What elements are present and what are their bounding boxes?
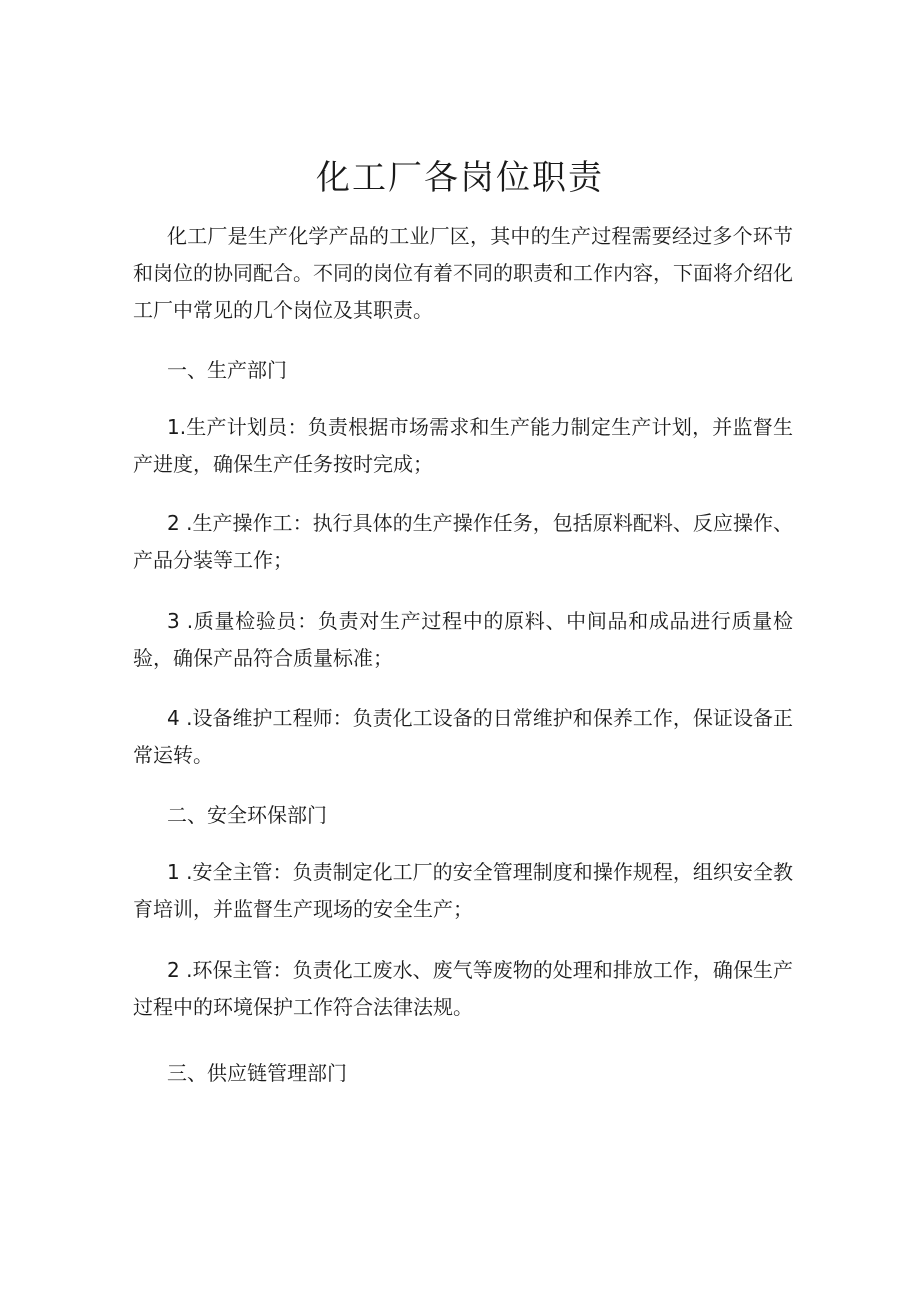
production-item-4: 4 .设备维护工程师：负责化工设备的日常维护和保养工作，保证设备正常运转。	[133, 706, 793, 767]
document-title: 化工厂各岗位职责	[316, 158, 604, 198]
section-heading-safety: 二、安全环保部门	[167, 803, 327, 827]
intro-paragraph: 化工厂是生产化学产品的工业厂区，其中的生产过程需要经过多个环节和岗位的协同配合。不同的岗位有着不同的职责和工作内容，下面将介绍化工厂中常见的几个岗位及其职责。	[133, 224, 793, 322]
production-item-2: 2 .生产操作工：执行具体的生产操作任务，包括原料配料、反应操作、产品分装等工作；	[133, 511, 793, 572]
production-item-3: 3 .质量检验员：负责对生产过程中的原料、中间品和成品进行质量检验，确保产品符合质量标准；	[133, 609, 793, 670]
safety-item-2: 2 .环保主管：负责化工废水、废气等废物的处理和排放工作，确保生产过程中的环境保护工作符合法律法规。	[133, 958, 793, 1019]
safety-item-1: 1 .安全主管：负责制定化工厂的安全管理制度和操作规程，组织安全教育培训，并监督生产现场的安全生产；	[133, 860, 793, 921]
section-heading-supply-chain: 三、供应链管理部门	[167, 1061, 347, 1085]
section-heading-production: 一、生产部门	[167, 358, 287, 382]
production-item-1: 1.生产计划员：负责根据市场需求和生产能力制定生产计划，并监督生产进度，确保生产任务按时完成；	[133, 415, 793, 476]
